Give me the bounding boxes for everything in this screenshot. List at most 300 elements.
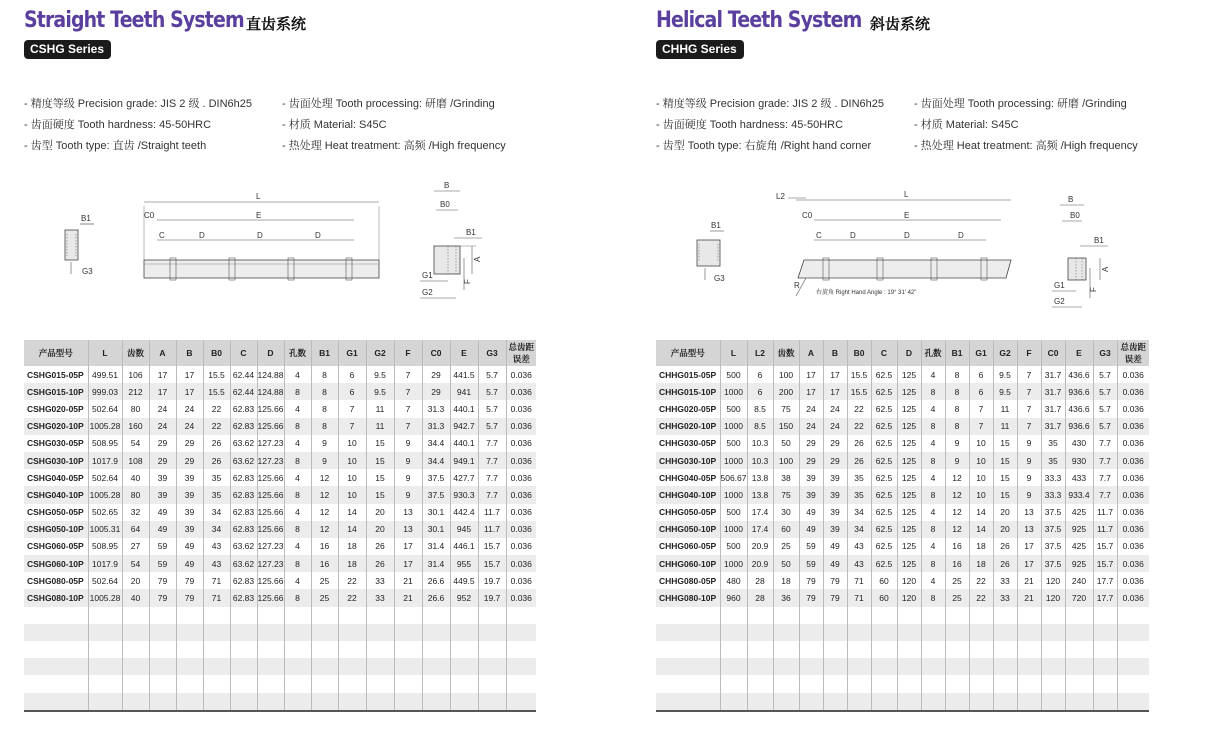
table-cell: 33 [366,589,394,606]
table-cell: 8 [945,418,969,435]
empty-cell [176,658,203,675]
table-cell: 5.7 [1093,366,1117,383]
table-cell: 436.6 [1065,400,1093,417]
dim-label-b1: B1 [81,214,91,223]
column-header: C [230,340,257,366]
table-cell: 34 [847,504,871,521]
table-cell: 212 [122,383,149,400]
table-cell: 8 [311,400,338,417]
table-cell: 6 [747,366,773,383]
table-cell: 4 [921,400,945,417]
empty-cell [422,624,450,641]
spec-item: - 材质 Material: S45C [914,119,1019,131]
empty-cell [230,641,257,658]
table-cell: 10 [338,452,366,469]
column-header: B [823,340,847,366]
table-cell: 35 [847,486,871,503]
model-cell: CHHG050-10P [656,521,720,538]
table-cell: 446.1 [450,538,478,555]
table-cell: 63.62 [230,435,257,452]
table-cell: 19.7 [478,589,506,606]
column-header: 齿数 [122,340,149,366]
empty-cell [1041,607,1065,624]
table-cell: 49 [176,538,203,555]
empty-cell [823,693,847,711]
helical-rack-drawing [656,178,1156,313]
spec-item: - 热处理 Heat treatment: 高频 /High frequency [282,140,506,152]
table-cell: 0.036 [1122,575,1144,586]
table-cell: 1017.9 [88,555,122,572]
rack-end-view [697,240,720,266]
table-cell: 127.23 [257,435,284,452]
table-cell: 12 [945,486,969,503]
table-cell: 150 [773,418,799,435]
table-cell: 17 [176,366,203,383]
table-cell: 43 [203,555,230,572]
table-cell: 125.66 [257,486,284,503]
table-cell: 24 [799,418,823,435]
table-cell: 930.3 [450,486,478,503]
empty-cell [871,658,897,675]
empty-cell [422,675,450,692]
table-cell: 9 [311,452,338,469]
table-cell: 7 [969,418,993,435]
empty-row [24,641,536,658]
table-cell: 62.5 [871,504,897,521]
empty-cell [506,675,536,692]
dim-label-d: D [958,231,964,240]
table-cell: 37.5 [422,469,450,486]
table-cell: 4 [284,538,311,555]
empty-cell [993,624,1017,641]
table-header [24,340,536,366]
table-cell: 4 [921,435,945,452]
model-cell: CHHG060-10P [656,555,720,572]
column-header: 齿数 [773,340,799,366]
table-cell: 0.036 [1117,452,1149,469]
empty-cell [720,624,747,641]
table-cell: 4 [284,504,311,521]
table-cell: 63.62 [230,452,257,469]
spec-item: - 齿面处理 Tooth processing: 研磨 /Grinding [282,98,495,110]
table-cell: 15 [993,469,1017,486]
dim-label-g2: G2 [422,288,433,297]
table-cell: 9 [1017,486,1041,503]
table-cell: 30.1 [422,521,450,538]
table-row [656,486,1149,503]
table-cell: 7.7 [478,469,506,486]
empty-cell [122,658,149,675]
table-cell: 10 [969,469,993,486]
table-cell: 15 [366,452,394,469]
dim-label-g2: G2 [1054,297,1065,306]
table-cell: 125 [897,435,921,452]
table-cell: 0.036 [506,383,536,400]
table-cell: 8 [284,383,311,400]
dim-label-f: F [463,279,472,284]
table-cell: 79 [799,589,823,606]
table-row [24,572,536,589]
spec-item: - 精度等级 Precision grade: JIS 2 级 . DIN6h25 [656,98,885,110]
table-cell: 43 [847,555,871,572]
table-cell: 17.4 [747,504,773,521]
table-cell: 13.8 [747,486,773,503]
table-cell: 10 [969,452,993,469]
empty-cell [88,658,122,675]
table-cell: 16 [311,538,338,555]
table-cell: 8 [311,383,338,400]
spec-item: - 材质 Material: S45C [282,119,387,131]
table-cell: 1005.28 [88,418,122,435]
table-cell: 11 [366,400,394,417]
empty-row [656,693,1149,711]
table-cell: 0.036 [1117,589,1149,606]
empty-cell [993,693,1017,711]
empty-cell [1065,641,1093,658]
title-chinese: 斜齿系统 [870,15,931,33]
table-cell: 5.7 [1093,400,1117,417]
table-cell: 26 [993,538,1017,555]
table-cell: 9 [394,435,422,452]
empty-cell [747,624,773,641]
table-cell: 63.62 [230,538,257,555]
empty-cell [1065,693,1093,711]
table-cell: 12 [945,521,969,538]
empty-cell [656,675,720,692]
table-cell: 59 [799,555,823,572]
empty-cell [122,624,149,641]
table-cell: 9 [394,486,422,503]
table-cell: 26 [203,435,230,452]
empty-cell [897,693,921,711]
table-cell: 49 [176,555,203,572]
table-cell: 62.5 [871,538,897,555]
model-cell: CSHG040-05P [24,469,88,486]
table-cell: 8 [921,486,945,503]
table-cell: 29 [823,452,847,469]
table-cell: 49 [799,504,823,521]
table-cell: 427.7 [450,469,478,486]
table-cell: 17.7 [1093,572,1117,589]
empty-cell [394,693,422,711]
column-header: L2 [747,340,773,366]
table-cell: 7 [1017,400,1041,417]
table-cell: 14 [338,521,366,538]
table-cell: 62.83 [230,589,257,606]
table-cell: 13 [394,521,422,538]
table-cell: 125 [897,521,921,538]
table-cell: 17 [823,366,847,383]
page-title [656,8,931,33]
column-header: C [871,340,897,366]
table-cell: 4 [921,538,945,555]
table-cell: 62.83 [230,418,257,435]
table-cell: 4 [921,504,945,521]
empty-cell [394,675,422,692]
table-cell: 0.036 [1117,555,1149,572]
empty-cell [871,693,897,711]
empty-cell [88,624,122,641]
table-cell: 9 [1017,452,1041,469]
empty-cell [203,693,230,711]
table-cell: 18 [338,538,366,555]
table-cell: 60 [871,589,897,606]
table-cell: 64 [122,521,149,538]
table-cell: 31.7 [1041,418,1065,435]
table-cell: 12 [311,469,338,486]
table-cell: 6 [969,383,993,400]
empty-cell [1093,693,1117,711]
empty-cell [284,693,311,711]
table-cell: 0.036 [1122,438,1144,449]
table-cell: 25 [311,572,338,589]
empty-cell [921,624,945,641]
table-cell: 79 [176,572,203,589]
empty-cell [506,641,536,658]
table-row [656,555,1149,572]
dim-label-g3: G3 [714,274,725,283]
table-cell: 508.95 [88,435,122,452]
empty-cell [311,641,338,658]
table-cell: 4 [921,572,945,589]
table-cell: 29 [422,383,450,400]
empty-cell [450,693,478,711]
table-cell: 8 [284,418,311,435]
table-cell: 4 [284,572,311,589]
column-header: 总齿距误差 [1117,340,1149,366]
table-cell: 59 [149,538,176,555]
table-cell: 62.5 [871,383,897,400]
table-cell: 1017.9 [88,452,122,469]
empty-cell [847,658,871,675]
column-header: C0 [1041,340,1065,366]
helical-teeth-panel [656,0,1176,743]
empty-cell [422,693,450,711]
table-cell: 49 [823,555,847,572]
table-cell: 9 [311,435,338,452]
empty-cell [773,693,799,711]
empty-cell [366,607,394,624]
empty-cell [478,693,506,711]
table-row [656,538,1149,555]
table-cell: 62.83 [230,504,257,521]
table-cell: 17 [799,366,823,383]
table-cell: 31.4 [422,538,450,555]
empty-cell [720,641,747,658]
table-cell: 9 [394,452,422,469]
table-row [24,452,536,469]
empty-cell [897,607,921,624]
table-cell: 14 [338,504,366,521]
empty-cell [799,675,823,692]
empty-cell [1117,641,1149,658]
table-row [24,521,536,538]
table-cell: 21 [1017,589,1041,606]
table-cell: 39 [823,486,847,503]
table-cell: 79 [176,589,203,606]
empty-cell [1117,607,1149,624]
table-row [24,469,536,486]
table-cell: 39 [799,486,823,503]
table-cell: 0.036 [1122,403,1144,414]
table-cell: 8 [311,418,338,435]
empty-cell [311,658,338,675]
table-cell: 8 [921,418,945,435]
table-cell: 22 [203,418,230,435]
table-cell: 125 [897,555,921,572]
table-cell: 7 [1017,383,1041,400]
table-cell: 7.7 [1093,452,1117,469]
empty-row [656,607,1149,624]
table-cell: 31.7 [1041,400,1065,417]
table-cell: 11.7 [1093,504,1117,521]
table-cell: 29 [176,452,203,469]
empty-cell [24,675,88,692]
table-cell: 0.036 [1117,418,1149,435]
empty-cell [1017,624,1041,641]
table-row [24,486,536,503]
table-cell: 6 [969,366,993,383]
table-cell: 15 [993,435,1017,452]
dim-label-l: L [256,192,261,201]
empty-cell [149,675,176,692]
dim-label-g1: G1 [422,271,433,280]
table-cell: 59 [149,555,176,572]
table-cell: 925 [1065,521,1093,538]
empty-cell [450,607,478,624]
table-cell: 124.88 [257,366,284,383]
empty-cell [230,675,257,692]
table-cell: 6 [338,366,366,383]
empty-row [24,693,536,711]
table-cell: 440.1 [450,400,478,417]
table-cell: 71 [203,589,230,606]
table-row [24,418,536,435]
spec-item: - 热处理 Heat treatment: 高频 /High frequency [914,140,1138,152]
model-cell: CHHG080-05P [656,572,720,589]
empty-cell [773,607,799,624]
table-cell: 25 [945,589,969,606]
table-cell: 43 [203,538,230,555]
table-cell: 500 [720,504,747,521]
table-cell: 29 [799,435,823,452]
table-cell: 9 [394,469,422,486]
table-cell: 62.44 [230,366,257,383]
empty-cell [478,658,506,675]
empty-cell [24,624,88,641]
table-cell: 40 [122,589,149,606]
table-cell: 20 [366,521,394,538]
table-cell: 29 [149,435,176,452]
table-cell: 125.66 [257,589,284,606]
dim-label-c0: C0 [144,211,155,220]
table-cell: 22 [338,572,366,589]
empty-cell [656,624,720,641]
empty-cell [897,675,921,692]
empty-cell [284,658,311,675]
table-cell: 10.3 [747,435,773,452]
dim-label-l: L [904,190,909,199]
table-cell: 33 [993,589,1017,606]
table-cell: 80 [122,486,149,503]
empty-cell [478,624,506,641]
empty-cell [871,624,897,641]
empty-cell [24,693,88,711]
table-cell: 1000 [720,452,747,469]
table-cell: 936.6 [1065,418,1093,435]
table-cell: 35 [1041,452,1065,469]
table-cell: 4 [284,469,311,486]
table-cell: 125 [897,504,921,521]
table-cell: 15.7 [1093,555,1117,572]
table-cell: 49 [799,521,823,538]
dim-label-b0: B0 [1070,211,1080,220]
empty-cell [747,607,773,624]
spec-item: - 齿面处理 Tooth processing: 研磨 /Grinding [914,98,1127,110]
dim-label-e: E [256,211,262,220]
table-cell: 7.7 [478,486,506,503]
title-english: Helical Teeth System [656,8,862,33]
table-cell: 442.4 [450,504,478,521]
table-cell: 60 [871,572,897,589]
table-cell: 62.5 [871,418,897,435]
table-cell: 9 [945,435,969,452]
table-cell: 941 [450,383,478,400]
empty-cell [1117,658,1149,675]
empty-cell [1017,675,1041,692]
empty-cell [230,624,257,641]
table-cell: 35 [203,469,230,486]
table-cell: 10 [338,469,366,486]
table-cell: 125 [897,400,921,417]
empty-cell [450,641,478,658]
table-cell: 40 [122,469,149,486]
empty-cell [366,624,394,641]
table-cell: 24 [149,400,176,417]
empty-cell [122,675,149,692]
table-cell: 11.7 [478,504,506,521]
model-cell: CSHG080-10P [24,589,88,606]
table-cell: 28 [747,572,773,589]
empty-cell [969,641,993,658]
table-cell: 29 [422,366,450,383]
dim-label-b0: B0 [440,200,450,209]
table-cell: 12 [311,486,338,503]
model-cell: CSHG050-10P [24,521,88,538]
empty-cell [311,693,338,711]
model-cell: CHHG030-05P [656,435,720,452]
empty-cell [1041,675,1065,692]
series-badge: CSHG Series [24,40,111,59]
table-cell: 933.4 [1065,486,1093,503]
table-cell: 75 [773,486,799,503]
table-cell: 125 [897,469,921,486]
table-cell: 22 [203,400,230,417]
table-cell: 480 [720,572,747,589]
empty-cell [284,624,311,641]
table-cell: 1000 [720,418,747,435]
table-cell: 4 [921,366,945,383]
table-cell: 4 [284,400,311,417]
empty-cell [773,675,799,692]
spec-item: - 齿型 Tooth type: 直齿 /Straight teeth [24,140,207,152]
empty-cell [993,607,1017,624]
table-cell: 29 [149,452,176,469]
table-cell: 4 [284,435,311,452]
table-cell: 49 [823,538,847,555]
empty-cell [422,658,450,675]
empty-cell [945,607,969,624]
